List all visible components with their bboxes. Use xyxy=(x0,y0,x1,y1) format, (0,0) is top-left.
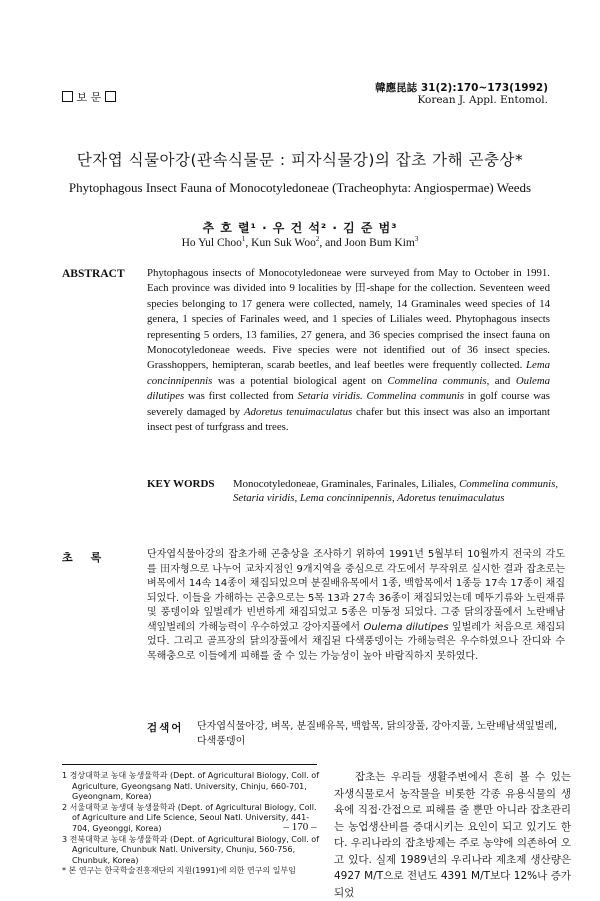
abstract-label: ABSTRACT xyxy=(62,268,125,280)
abstract-italic: Adoretus tenuimaculatus xyxy=(243,405,353,418)
box-right-icon xyxy=(105,91,116,102)
body-paragraph: 잡초는 우리들 생활주변에서 흔히 볼 수 있는 자생식물로서 농작물을 비롯한 각종 유용식물의 생육에 직접·간접으로 피해를 줄 뿐만 아니라 잡초관리는 농업생산비를 증대시키는 요인이 되고 있기도 한다. 우리나라의 잡초방제는 주로 농약에 의존하여 오고 있다. 실제 1989년의 우리나라 제초제 생산량은 4927 M/T으로 전년도 4391 M/T보다 12%나 증가되었 xyxy=(334,771,571,899)
abstract-part: was a potential biological agent on xyxy=(212,374,388,387)
korean-abstract-part: 잎벌레가 처음으로 채집되었다. 그리고 골프장의 닭의장풀에서 채집된 다색풍뎅이는 가해능력은 우수하였으나 잔디와 수목해충으로 이들에게 피해를 줄 수 있는 가능성이 높아 바람직하지 못하였다. xyxy=(147,621,565,662)
abstract-italic: Lema concinnipennis xyxy=(147,359,551,387)
footnote-item: 1 경상대학교 농대 농생물학과 (Dept. of Agricultural Biology, Coll. of Agriculture, Gyeongsang Natl. University, Chinju, 660-701, Gyeongnam, Korea) xyxy=(62,771,320,802)
abstract-italic: Setaria viridis. Commelina communis xyxy=(297,390,464,403)
keywords-italic: Commelina communis, Setaria viridis, Lema concinnipennis, Adoretus tenuimaculatus xyxy=(233,478,559,504)
footnote-item: 3 전북대학교 농대 농생물학과 (Dept. of Agricultural Biology, Coll. of Agriculture, Chunbuk Natl. University, Chunju, 560-756, Chunbuk, Korea) xyxy=(62,834,320,865)
author-2-name: , Kun Suk Woo xyxy=(245,236,316,249)
footnote-item: 2 서울대학교 농생대 농생물학과 (Dept. of Agricultural Biology, Coll. of Agriculture and Life Science, Seoul Natl. University, 441-704, Gyeonggi, Korea) xyxy=(62,802,317,833)
author-3-name: , and Joon Bum Kim xyxy=(319,236,415,249)
title-korean: 단자엽 식물아강(관속식물문 : 피자식물강)의 잡초 가해 곤충상* xyxy=(76,151,524,169)
box-left-icon xyxy=(62,91,73,102)
author-3-sup: 3 xyxy=(414,235,419,243)
article-type-label xyxy=(62,89,116,105)
abstract-part: was first collected from xyxy=(184,390,298,403)
article-type-text: 보 문 xyxy=(76,91,102,104)
korean-abstract-part: 단자엽식물아강의 잡초가해 곤충상을 조사하기 위하여 1991년 5월부터 10월까지 전국의 각도를 田자형으로 나누어 교차지점인 9개지역을 중심으로 각도에서 무작위로 실시한 결과 잡초로는 벼목에서 14속 14종이 채집되었으며 분질배유목에서 1종, 백합목에서 1종등 17속 17종이 채집되었다. 이들을 가해하는 곤충으로는 5목 13과 27속 36종이 채집되었는데 메뚜기류와 노린재류 및 풍뎅이와 잎벌레가 빈번하게 채집되었고 5종은 미동정 되었다. 그중 닭의장풀에서 노란배남색잎벌레의 가해능력이 우수하였고 강아지풀에서 xyxy=(147,549,565,633)
abstract-part: chafer but this insect was also an important insect pest of turfgrass and trees. xyxy=(147,405,550,434)
abstract-part: in golf course was severely damaged by xyxy=(147,390,550,418)
korean-abstract-italic: Oulema dilutipes xyxy=(363,621,449,633)
journal-line: 韓應昆誌 31(2):170~173(1992) xyxy=(375,82,548,94)
abstract-part: Phytophagous insects of Monocotyledoneae were surveyed from May to October in 1991. Each province was divided into 9 localities by 田-shape for the collection. Seventeen weed species belonging to 17 genera were collected, namely, 14 Graminales weed species of 14 genera, 1 species of Farinales weed, and 1 species of Liliales weed. Phytophagous insects representing 5 orders, 13 families, 27 genera, and 36 species comprised the insect fauna on Monocotyledoneae weeds. Five species were not identified out of 36 insect species. Grasshoppers, hemipteran, scarab beetles, and leaf beetles were frequently collected. xyxy=(147,267,550,372)
footnote-divider xyxy=(62,764,317,765)
author-1-name: Ho Yul Choo xyxy=(181,236,242,249)
journal-english: Korean J. Appl. Entomol. xyxy=(417,94,548,106)
korean-abstract-label: 초록 xyxy=(62,551,120,564)
korean-keywords-label: 검색어 xyxy=(147,722,184,734)
keywords-label: KEY WORDS xyxy=(147,478,215,490)
title-english: Phytophagous Insect Fauna of Monocotyledoneae (Tracheophyta: Angiospermae) Weeds xyxy=(68,180,532,195)
authors-english xyxy=(0,235,600,249)
abstract-part: , and xyxy=(486,374,516,387)
korean-keywords-text: 단자엽식물아강, 벼목, 분질배유목, 백합목, 닭의장풀, 강아지풀, 노란배남색잎벌레, 다색풍뎅이 xyxy=(197,721,558,747)
author-2-sup: 2 xyxy=(315,235,320,243)
keywords-text xyxy=(233,477,563,505)
author-1-sup: 1 xyxy=(241,235,246,243)
footnote-item: * 본 연구는 한국학술진흥재단의 지원(1991)에 의한 연구의 일부임 xyxy=(62,866,296,876)
abstract-italic: Oulema dilutipes xyxy=(147,374,551,403)
abstract-text xyxy=(147,266,550,435)
abstract-italic: Commelina communis xyxy=(387,374,487,387)
authors-korean: 추 호 렬¹ · 우 건 석² · 김 준 범³ xyxy=(202,221,398,235)
keywords-plain: Monocotyledoneae, Graminales, Farinales, Liliales, xyxy=(233,478,460,490)
korean-abstract-text xyxy=(147,548,565,664)
page-number: – 170 – xyxy=(283,821,317,833)
journal-citation xyxy=(375,82,548,106)
